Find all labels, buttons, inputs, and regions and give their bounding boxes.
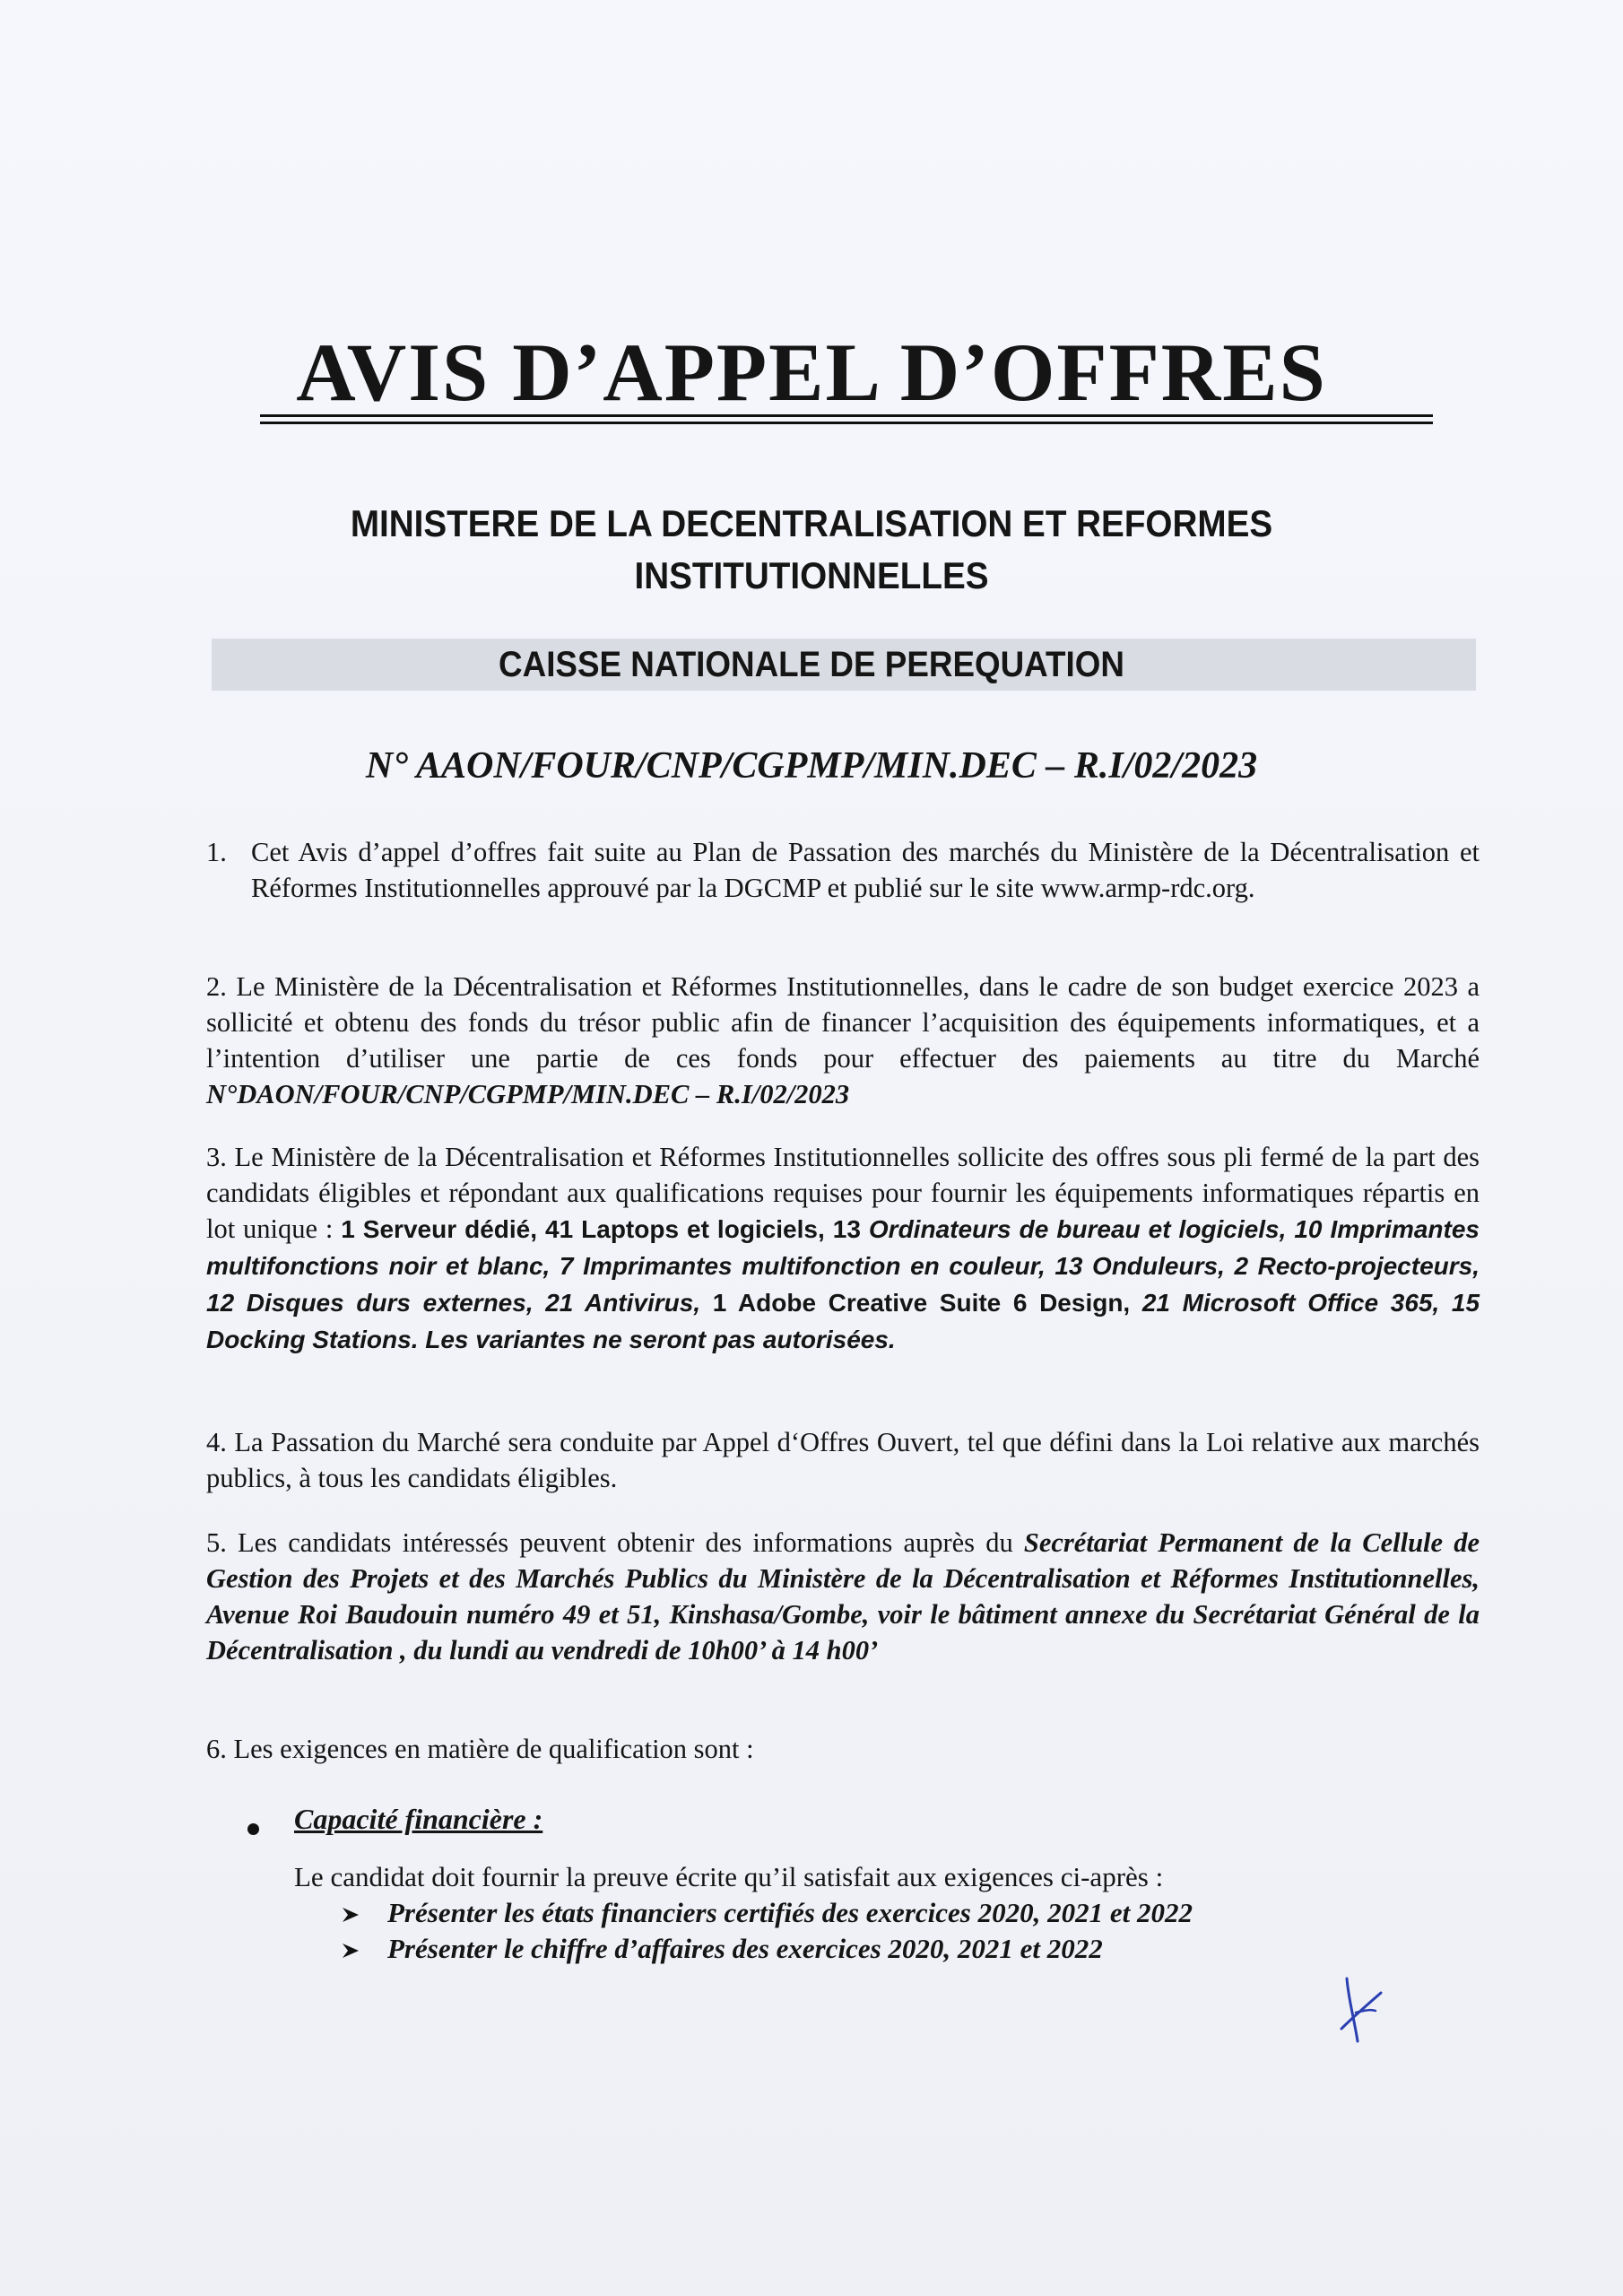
paragraph-number: 6. [206, 1734, 227, 1764]
paragraph-text: Les candidats intéressés peuvent obtenir des informations auprès du [238, 1527, 1024, 1558]
capacite-financiere-title: Capacité financière : [294, 1803, 543, 1835]
paragraph-6 [206, 1731, 1480, 1767]
requirement-item: Présenter les états financiers certifiés des exercices 2020, 2021 et 2022 [387, 1897, 1193, 1928]
paragraph-text: Cet Avis d’appel d’offres fait suite au Plan de Passation des marchés du Ministère de la Décentralisation et Réformes Institutionnelles approuvé par la DGCMP et publié sur le site www.armp-rdc.org. [251, 837, 1480, 903]
ministry-name [65, 498, 1558, 602]
contract-reference: N°DAON/FOUR/CNP/CGPMP/MIN.DEC – R.I/02/2023 [206, 1079, 850, 1109]
equipment-list-bold-2: 1 Adobe Creative Suite 6 Design, [712, 1289, 1142, 1317]
paragraph-1 [206, 834, 1480, 906]
capacite-intro: Le candidat doit fournir la preuve écrite qu’il satisfait aux exigences ci-après : [294, 1861, 1164, 1892]
initials-mark-icon [1336, 1973, 1390, 2045]
arrow-bullet-icon [341, 1941, 360, 1961]
caisse-heading: CAISSE NATIONALE DE PEREQUATION [499, 645, 1124, 684]
paragraph-number: 4. [206, 1427, 227, 1457]
equipment-list-italic: Ordinateurs de bureau et logiciels, 10 Imprimantes multifonctions noir et blanc, 7 Imprimantes multifonction en couleur, 13 Onduleurs, 2 Recto-projecteurs, 12 Disques durs externes, 21 Antivirus, [206, 1215, 1480, 1317]
bullet-dot-icon [247, 1823, 259, 1835]
ministry-line-2: INSTITUTIONNELLES [634, 554, 989, 596]
ministry-line-1: MINISTERE DE LA DECENTRALISATION ET REFORMES [350, 502, 1273, 544]
paragraph-4 [206, 1424, 1480, 1496]
paragraph-text: La Passation du Marché sera conduite par Appel d‘Offres Ouvert, tel que défini dans la Loi relative aux marchés publics, à tous les candidats éligibles. [206, 1427, 1480, 1493]
paragraph-number: 1. [206, 837, 227, 867]
arrow-bullet-icon [341, 1905, 360, 1925]
equipment-list-bold: 1 Serveur dédié, 41 Laptops et logiciels, 13 [341, 1215, 869, 1243]
paragraph-5 [206, 1525, 1480, 1668]
title-underline [260, 414, 1433, 424]
paragraph-text: Le Ministère de la Décentralisation et Réformes Institutionnelles sollicite des offres sous pli fermé de la part des candidats éligibles et répondant aux qualifications requises pour fournir les équipements informatiques répartis en lot unique : [206, 1142, 1480, 1244]
contact-details: Secrétariat Permanent de la Cellule de Gestion des Projets et des Marchés Publics du Ministère de la Décentralisation et Réformes Institutionnelles, Avenue Roi Baudouin numéro 49 et 51, Kinshasa/Gombe, voir le bâtiment annexe du Secrétariat Général de la Décentralisation , du lundi au vendredi de 10h00’ à 14 h00’ [206, 1527, 1480, 1665]
paragraph-number: 2. [206, 971, 227, 1002]
paragraph-text: Les exigences en matière de qualification sont : [233, 1734, 754, 1764]
paragraph-number: 5. [206, 1527, 227, 1558]
paragraph-3 [206, 1139, 1480, 1358]
paragraph-text: Le Ministère de la Décentralisation et Réformes Institutionnelles, dans le cadre de son budget exercice 2023 a sollicité et obtenu des fonds du trésor public afin de financer l’acquisition des équipements informatiques, et a l’intention d’utiliser une partie de ces fonds pour effectuer des paiements au titre du Marché [206, 971, 1480, 1074]
paragraph-2 [206, 969, 1480, 1112]
requirement-item: Présenter le chiffre d’affaires des exercices 2020, 2021 et 2022 [387, 1933, 1103, 1964]
page-title: AVIS D’APPEL D’OFFRES [296, 326, 1327, 418]
reference-number: N° AAON/FOUR/CNP/CGPMP/MIN.DEC – R.I/02/2023 [365, 745, 1258, 787]
paragraph-number: 3. [206, 1142, 227, 1172]
equipment-list-italic-2: 21 Microsoft Office 365, 15 Docking Stations. Les variantes ne seront pas autorisées. [206, 1289, 1480, 1353]
